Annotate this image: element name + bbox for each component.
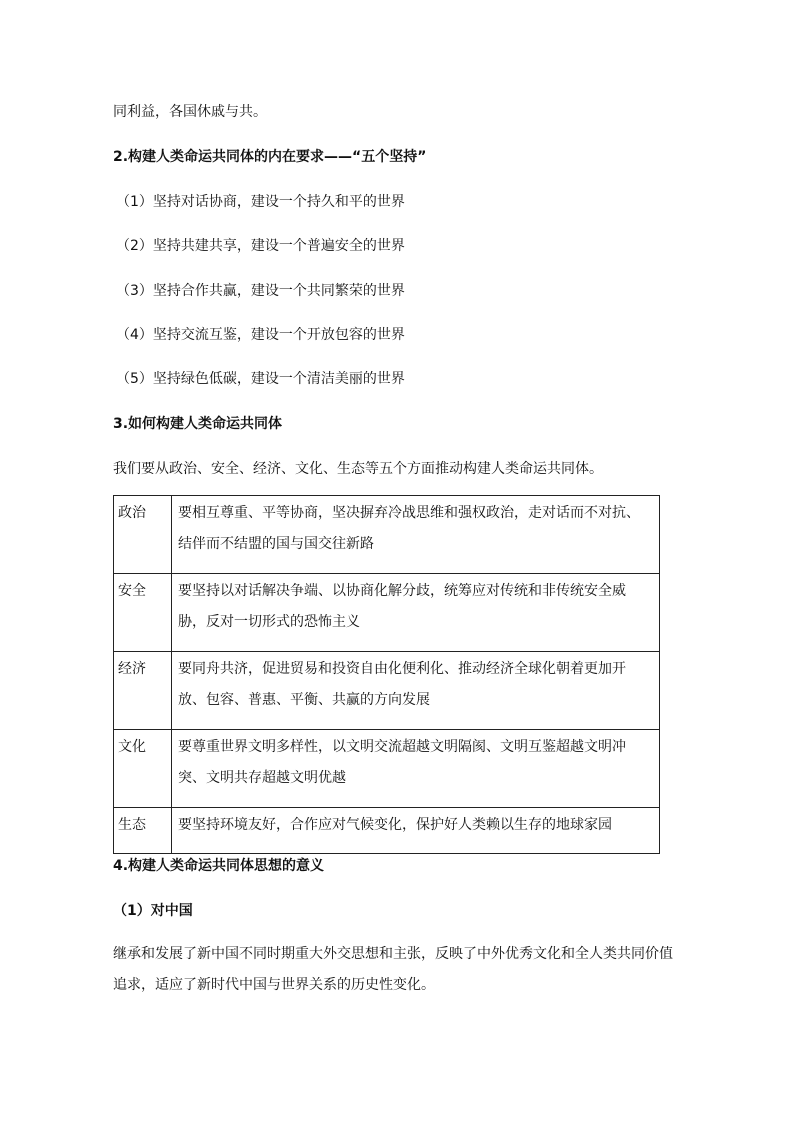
list-item: （2）坚持共建共享，建设一个普遍安全的世界 <box>116 238 405 254</box>
table-row <box>114 496 660 574</box>
table-cell-text: 要相互尊重、平等协商，坚决摒弃冷战思维和强权政治，走对话而不对抗、结伴而不结盟的国与国交往新路 <box>172 496 660 574</box>
table-row <box>114 652 660 730</box>
table-cell-text: 要坚持环境友好，合作应对气候变化，保护好人类赖以生存的地球家园 <box>172 808 660 854</box>
section-2-heading: 2.构建人类命运共同体的内在要求——“五个坚持” <box>113 149 427 165</box>
table-row <box>114 730 660 808</box>
table-cell-key: 文化 <box>114 730 172 808</box>
section-4-paragraph: 继承和发展了新中国不同时期重大外交思想和主张，反映了中外优秀文化和全人类共同价值追求，适应了新时代中国与世界关系的历史性变化。 <box>113 946 673 993</box>
table-cell-key: 安全 <box>114 574 172 652</box>
table-cell-key: 经济 <box>114 652 172 730</box>
table-cell-key: 生态 <box>114 808 172 854</box>
table-row <box>114 808 660 854</box>
section-3-lead: 我们要从政治、安全、经济、文化、生态等五个方面推动构建人类命运共同体。 <box>113 461 603 477</box>
table-cell-key: 政治 <box>114 496 172 574</box>
table-cell-text: 要坚持以对话解决争端、以协商化解分歧，统筹应对传统和非传统安全威胁，反对一切形式的恐怖主义 <box>172 574 660 652</box>
list-item: （4）坚持交流互鉴，建设一个开放包容的世界 <box>116 327 405 343</box>
list-item: （3）坚持合作共赢，建设一个共同繁荣的世界 <box>116 283 405 299</box>
section-4-subheading: （1）对中国 <box>113 903 193 919</box>
intro-tail-text: 同利益，各国休戚与共。 <box>113 104 267 120</box>
table-row <box>114 574 660 652</box>
section-4-heading: 4.构建人类命运共同体思想的意义 <box>113 858 325 874</box>
table-cell-text: 要尊重世界文明多样性，以文明交流超越文明隔阂、文明互鉴超越文明冲突、文明共存超越文明优越 <box>172 730 660 808</box>
table-cell-text: 要同舟共济，促进贸易和投资自由化便利化、推动经济全球化朝着更加开放、包容、普惠、平衡、共赢的方向发展 <box>172 652 660 730</box>
section-3-heading: 3.如何构建人类命运共同体 <box>113 416 283 432</box>
aspects-table <box>113 495 660 854</box>
list-item: （1）坚持对话协商，建设一个持久和平的世界 <box>116 194 405 210</box>
list-item: （5）坚持绿色低碳，建设一个清洁美丽的世界 <box>116 371 405 387</box>
